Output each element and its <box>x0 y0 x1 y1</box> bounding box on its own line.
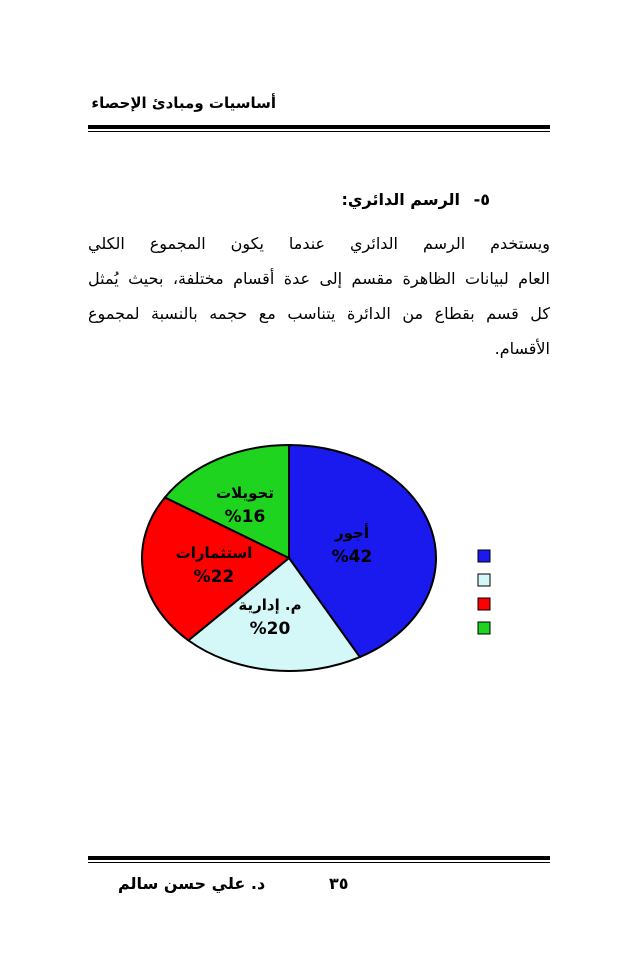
paragraph-line: العام لبيانات الظاهرة مقسم إلى عدة أقسام مختلفة، بحيث يُمثل <box>88 269 550 288</box>
slice-value-label: %22 <box>193 567 235 587</box>
legend-swatch <box>478 550 490 562</box>
legend-swatch <box>478 598 490 610</box>
footer-rule-thin <box>88 862 550 863</box>
slice-category-label: استثمارات <box>175 544 253 562</box>
section-number: ٥- <box>473 190 490 209</box>
footer-author: د. علي حسن سالم <box>118 874 266 893</box>
slice-value-label: %42 <box>331 547 373 567</box>
footer-rule-thick <box>88 856 550 860</box>
legend-swatch <box>478 622 490 634</box>
slice-category-label: م. إدارية <box>238 596 302 614</box>
legend-swatch <box>478 574 490 586</box>
paragraph-line: ويستخدم الرسم الدائري عندما يكون المجموع الكلي <box>88 234 550 253</box>
slice-value-label: %16 <box>224 507 266 527</box>
section-title: الرسم الدائري: <box>341 190 461 209</box>
paragraph-line: كل قسم بقطاع من الدائرة يتناسب مع حجمه بالنسبة لمجموع <box>88 304 550 323</box>
slice-category-label: تحويلات <box>216 484 274 502</box>
page-number: ٣٥ <box>329 874 349 893</box>
slice-category-label: أجور <box>335 524 369 542</box>
running-header-title: أساسيات ومبادئ الإحصاء <box>91 94 276 112</box>
slice-value-label: %20 <box>249 619 291 639</box>
paragraph-line: الأقسام. <box>494 339 550 358</box>
